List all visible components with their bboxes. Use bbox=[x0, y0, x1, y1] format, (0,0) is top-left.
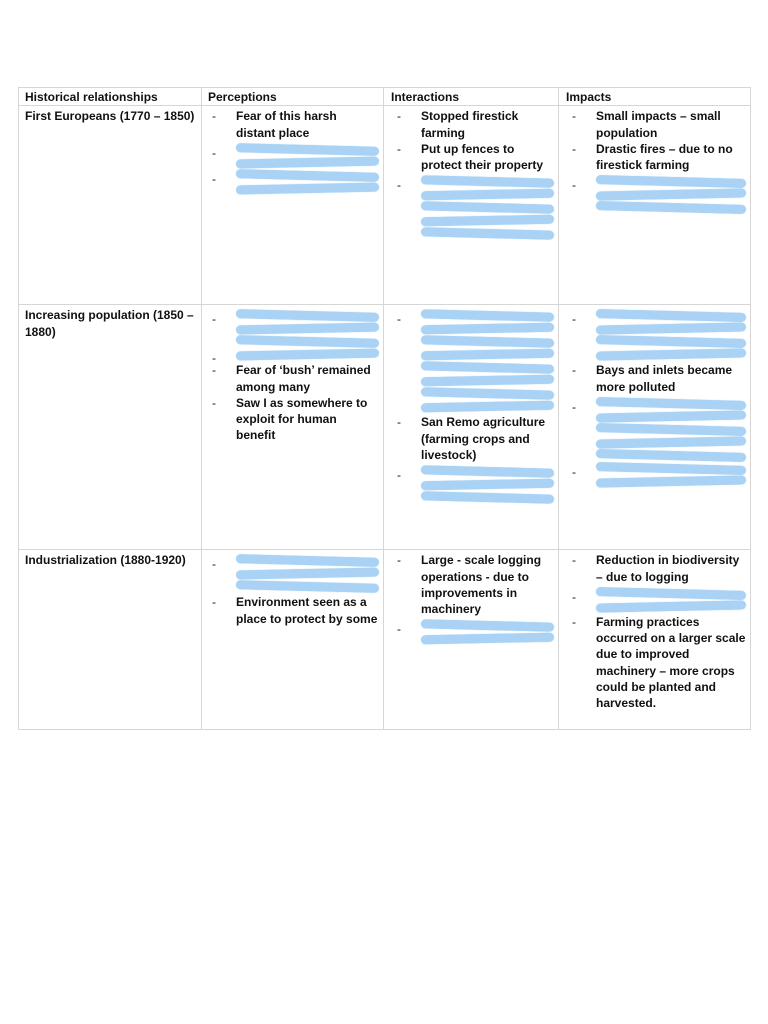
redaction-mark bbox=[236, 554, 379, 567]
perceptions-cell bbox=[202, 550, 384, 730]
redaction-mark bbox=[596, 176, 746, 189]
redaction-mark bbox=[421, 465, 554, 477]
perceptions-cell bbox=[202, 305, 384, 550]
list-item: - Reduction in biodiversity – due to logging bbox=[568, 552, 746, 585]
list-item: - Farming practices occurred on a larger scale due to improved machinery – more crops could be planted and harvested. bbox=[568, 614, 746, 712]
redaction-mark bbox=[596, 323, 746, 335]
redaction-mark bbox=[236, 182, 379, 194]
redaction-mark bbox=[421, 388, 554, 400]
redaction-mark bbox=[596, 449, 746, 462]
interactions-cell bbox=[384, 106, 559, 305]
redaction-mark bbox=[421, 189, 554, 201]
redacted-list-item bbox=[208, 311, 379, 346]
redaction-mark bbox=[236, 156, 379, 168]
redaction-mark bbox=[596, 462, 746, 475]
period-cell bbox=[19, 106, 202, 305]
redaction-mark bbox=[236, 349, 379, 361]
period-label: Increasing population (1850 – 1880) bbox=[25, 308, 194, 339]
redaction-mark bbox=[421, 323, 554, 335]
redaction-mark bbox=[421, 215, 554, 227]
redaction-mark bbox=[236, 580, 379, 593]
redacted-list-item bbox=[568, 177, 746, 212]
redacted-list-item bbox=[568, 589, 746, 611]
impacts-cell bbox=[559, 550, 751, 730]
redacted-list-item bbox=[393, 311, 554, 411]
redaction-mark bbox=[596, 309, 746, 322]
list-item: - Saw I as somewhere to exploit for human benefit bbox=[208, 395, 379, 444]
redaction-mark bbox=[596, 189, 746, 201]
period-label: First Europeans (1770 – 1850) bbox=[25, 109, 195, 124]
redaction-mark bbox=[596, 600, 746, 612]
redaction-mark bbox=[236, 169, 379, 182]
redaction-mark bbox=[596, 436, 746, 448]
table-row bbox=[19, 305, 751, 550]
header-impacts: Impacts bbox=[559, 88, 751, 106]
perceptions-cell bbox=[202, 106, 384, 305]
redaction-mark bbox=[421, 202, 554, 214]
redaction-mark bbox=[596, 202, 746, 215]
list-item: - San Remo agriculture (farming crops and livestock) bbox=[393, 414, 554, 463]
redaction-mark bbox=[421, 176, 554, 188]
list-item: - Fear of ‘bush’ remained among many bbox=[208, 362, 379, 395]
redaction-mark bbox=[596, 349, 746, 361]
redacted-list-item bbox=[208, 556, 379, 591]
list-item: - Stopped firestick farming bbox=[393, 108, 554, 141]
redaction-mark bbox=[421, 633, 554, 645]
redaction-mark bbox=[596, 587, 746, 600]
redaction-mark bbox=[236, 568, 379, 580]
period-cell bbox=[19, 305, 202, 550]
redaction-mark bbox=[421, 310, 554, 322]
redaction-mark bbox=[421, 362, 554, 374]
redacted-list-item bbox=[568, 311, 746, 359]
interactions-cell bbox=[384, 305, 559, 550]
redacted-list-item bbox=[393, 177, 554, 238]
redaction-mark bbox=[596, 423, 746, 436]
impacts-cell bbox=[559, 106, 751, 305]
period-label: Industrialization (1880-1920) bbox=[25, 553, 186, 568]
redaction-mark bbox=[596, 475, 746, 487]
redaction-mark bbox=[596, 397, 746, 410]
redaction-mark bbox=[236, 143, 379, 156]
redaction-mark bbox=[596, 335, 746, 348]
redacted-list-item bbox=[208, 350, 379, 359]
list-item: - Drastic fires – due to no firestick farming bbox=[568, 141, 746, 174]
redaction-mark bbox=[421, 336, 554, 348]
list-item: - Fear of this harsh distant place bbox=[208, 108, 379, 141]
list-item: - Large - scale logging operations - due to improvements in machinery bbox=[393, 552, 554, 617]
redaction-mark bbox=[421, 491, 554, 503]
redacted-list-item bbox=[393, 467, 554, 502]
list-item: - Small impacts – small population bbox=[568, 108, 746, 141]
redaction-mark bbox=[421, 228, 554, 240]
list-item: - Put up fences to protect their property bbox=[393, 141, 554, 174]
redaction-mark bbox=[236, 335, 379, 348]
redaction-mark bbox=[421, 620, 554, 632]
redaction-mark bbox=[421, 479, 554, 491]
redacted-list-item bbox=[568, 464, 746, 486]
period-cell bbox=[19, 550, 202, 730]
redaction-mark bbox=[236, 323, 379, 335]
redacted-list-item bbox=[568, 399, 746, 460]
redacted-list-item bbox=[208, 171, 379, 193]
redaction-mark bbox=[421, 349, 554, 361]
redacted-list-item bbox=[208, 145, 379, 167]
redacted-list-item bbox=[393, 621, 554, 643]
redaction-mark bbox=[421, 375, 554, 387]
interactions-cell bbox=[384, 550, 559, 730]
historical-relationships-table bbox=[18, 87, 751, 730]
redaction-mark bbox=[596, 410, 746, 422]
header-perceptions: Perceptions bbox=[202, 88, 384, 106]
list-item: - Environment seen as a place to protect by some bbox=[208, 594, 379, 627]
impacts-cell bbox=[559, 305, 751, 550]
list-item: - Bays and inlets became more polluted bbox=[568, 362, 746, 395]
header-interactions: Interactions bbox=[384, 88, 559, 106]
redaction-mark bbox=[236, 309, 379, 322]
header-historical-relationships: Historical relationships bbox=[19, 88, 202, 106]
header-row bbox=[19, 88, 751, 106]
redaction-mark bbox=[421, 401, 554, 413]
table-row bbox=[19, 550, 751, 730]
table-row bbox=[19, 106, 751, 305]
